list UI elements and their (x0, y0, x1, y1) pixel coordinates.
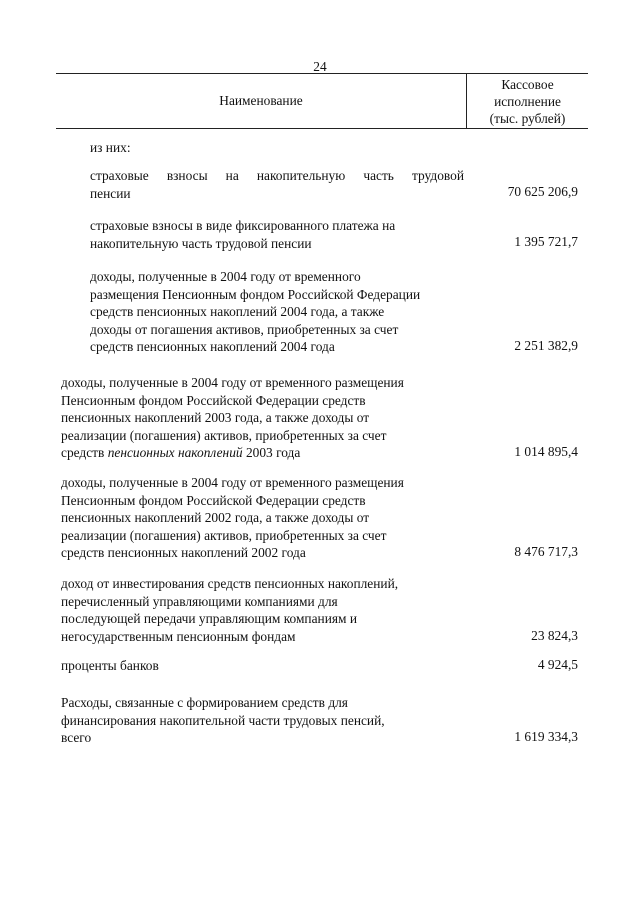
row-text-line: Пенсионным фондом Российской Федерации средств (61, 392, 366, 408)
row-value: 70 625 206,9 (507, 184, 578, 199)
table-row (61, 474, 471, 562)
row-text-line: средств пенсионных накоплений 2002 года (61, 545, 306, 561)
row-text-line: проценты банков (61, 658, 159, 673)
table-row (61, 657, 471, 675)
table-row (90, 268, 470, 356)
row-text-suffix: 2003 года (242, 445, 301, 461)
header-amount-line-2: исполнение (494, 94, 561, 109)
row-text-line: доходы, полученные в 2004 году от временного размещения (61, 375, 404, 390)
row-text-line: перечисленный управляющими компаниями для (61, 593, 338, 609)
row-value: 4 924,5 (537, 657, 578, 672)
row-text-line: Пенсионным фондом Российской Федерации средств (61, 492, 366, 508)
header-amount-cell (467, 76, 588, 127)
table-row (61, 575, 471, 645)
row-text-line: средств пенсионных накоплений 2004 года, а также (90, 304, 385, 320)
row-value: 8 476 717,3 (514, 544, 578, 559)
row-text-line: реализации (погашения) активов, приобретенных за счет (61, 427, 387, 443)
row-text-line: доходы, полученные в 2004 году от временного размещения (61, 475, 404, 490)
row-text-line: страховые взносы на накопительную часть трудовой (90, 168, 464, 183)
row-text-line: последующей передачи управляющим компаниям и (61, 611, 358, 627)
row-text-line: пенсионных накоплений 2003 года, а также доходы от (61, 410, 370, 426)
row-value: 1 619 334,3 (514, 729, 578, 744)
row-value: 1 014 895,4 (514, 444, 578, 459)
row-text-line: доходы от погашения активов, приобретенных за счет (90, 321, 399, 337)
table-row (90, 217, 470, 252)
row-text-line: финансирования накопительной части трудовых пенсий, (61, 712, 385, 728)
row-text-line: всего (61, 730, 92, 746)
header-name-cell: Наименование (56, 74, 467, 128)
row-text-line: пенсионных накоплений 2002 года, а также доходы от (61, 510, 370, 526)
row-text-prefix: средств (61, 445, 108, 461)
row-text-line: доходы, полученные в 2004 году от временного (90, 269, 361, 284)
row-text-line: накопительную часть трудовой пенсии (90, 235, 312, 251)
row-value: 2 251 382,9 (514, 338, 578, 353)
row-text-line: реализации (погашения) активов, приобретенных за счет (61, 527, 387, 543)
row-value: 1 395 721,7 (514, 234, 578, 249)
row-text-line: доход от инвестирования средств пенсионных накоплений, (61, 576, 399, 591)
table-row (61, 374, 471, 462)
row-text-line: размещения Пенсионным фондом Российской Федерации (90, 286, 421, 302)
row-text-line: негосударственным пенсионным фондам (61, 628, 296, 644)
table-header (56, 73, 588, 129)
header-amount-line-3: (тыс. рублей) (489, 111, 566, 126)
table-row (90, 167, 464, 202)
row-value: 23 824,3 (531, 628, 578, 643)
header-amount-line-1: Кассовое (501, 77, 554, 92)
row-text-line: страховые взносы в виде фиксированного платежа на (90, 218, 396, 233)
table-row (61, 694, 471, 747)
page-number: 24 (313, 59, 327, 74)
row-text-line: Расходы, связанные с формированием средств для (61, 695, 348, 710)
row-text-line: средств пенсионных накоплений 2004 года (90, 339, 335, 355)
intro-label: из них: (90, 140, 131, 155)
row-text-italic: пенсионных накоплений (107, 445, 243, 461)
row-text-line (61, 444, 471, 462)
row-text-line: пенсии (90, 185, 131, 201)
